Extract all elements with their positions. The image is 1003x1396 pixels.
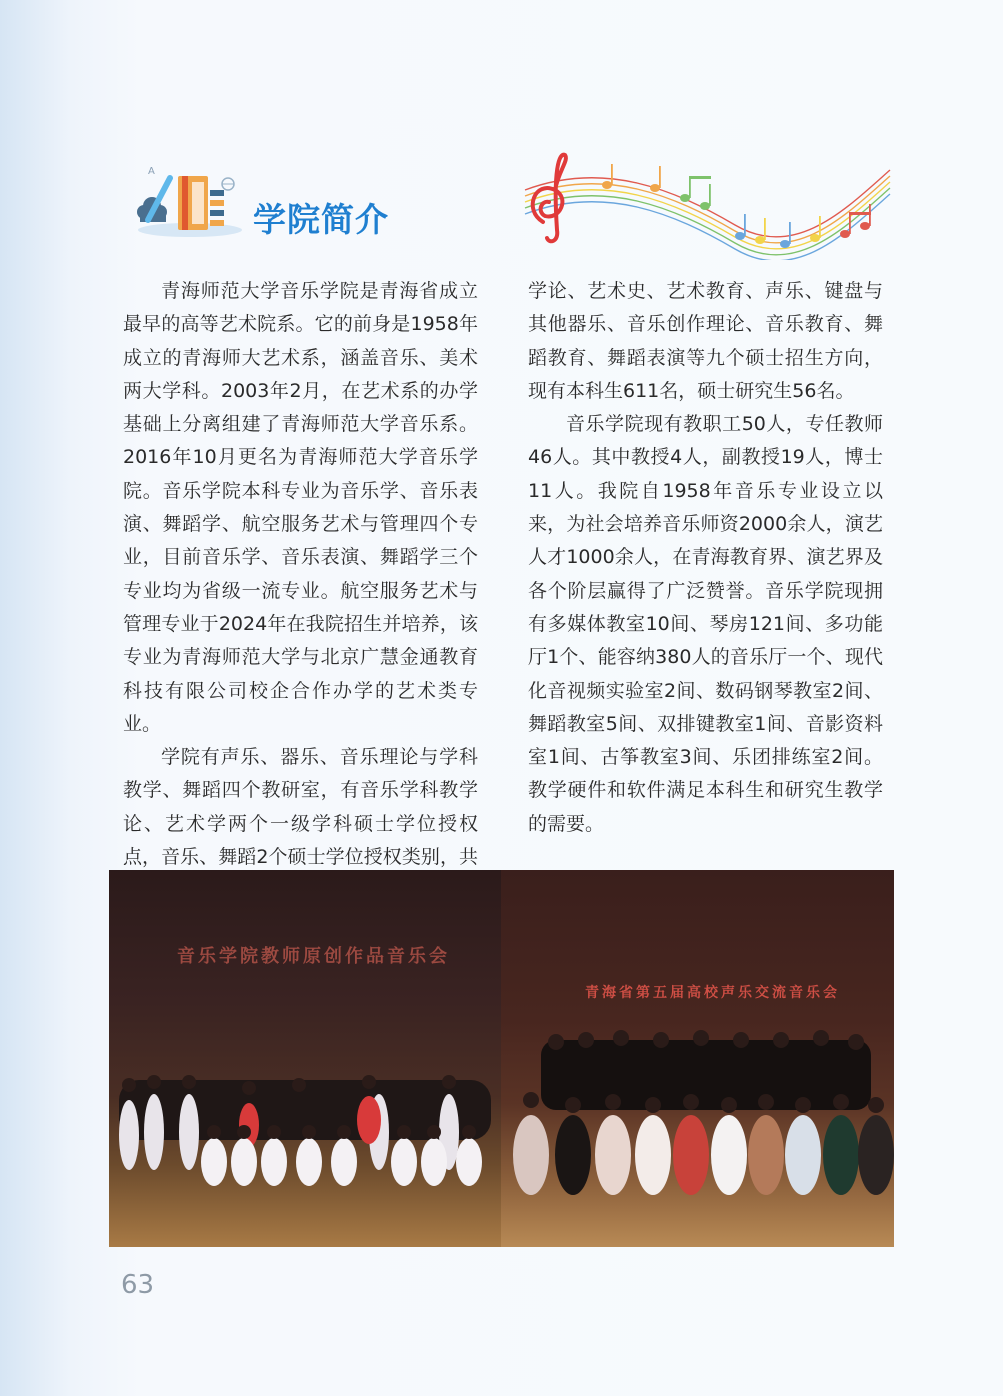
performers-group-left (109, 870, 501, 1247)
banner-text-right: 青海省第五届高校声乐交流音乐会 (585, 985, 840, 1001)
concert-photo-faculty (109, 870, 501, 1247)
paragraph-departments: 学院有声乐、器乐、音乐理论与学科教学、舞蹈四个教研室，有音乐学科教学论、艺术学两个一级学科硕士学位授权点，音乐、舞蹈2个硕士学位授权类别，共 (123, 746, 478, 869)
paragraph-faculty-facilities: 音乐学院现有教职工50人，专任教师46人。其中教授4人，副教授19人，博士11人。我院自1958年音乐专业设立以来，为社会培养音乐师资2000余人，演艺人才1000余人，在青海教育界、演艺界及各个阶层赢得了广泛赞誉。音乐学院现拥有多媒体教室10间、琴房121间、多功能厅1个、能容纳380人的音乐厅一个、现代化音视频实验室2间、数码钢琴教室2间、舞蹈教室5间、双排键教室1间、音影资料室1间、古筝教室3间、乐团排练室2间。教学硬件和软件满足本科生和研究生教学的需要。 (528, 413, 883, 835)
music-staff-decoration (515, 150, 900, 260)
paragraph-intro: 青海师范大学音乐学院是青海省成立最早的高等艺术院系。它的前身是1958年成立的青海师大艺术系，涵盖音乐、美术两大学科。2003年2月，在艺术系的办学基础上分离组建了青海师范大学音乐系。2016年10月更名为青海师范大学音乐学院。音乐学院本科专业为音乐学、音乐表演、舞蹈学、航空服务艺术与管理四个专业，目前音乐学、音乐表演、舞蹈学三个专业均为省级一流专业。航空服务艺术与管理专业于2024年在我院招生并培养，该专业为青海师范大学与北京广慧金通教育科技有限公司校企合作办学的艺术类专业。 (123, 280, 478, 735)
right-text-column (528, 275, 883, 841)
performers-group-right (501, 870, 894, 1247)
paragraph-departments-continued: 学论、艺术史、艺术教育、声乐、键盘与其他器乐、音乐创作理论、音乐教育、舞蹈教育、舞蹈表演等九个硕士招生方向，现有本科生611名，硕士研究生56名。 (528, 280, 883, 402)
svg-text:A: A (148, 166, 155, 177)
banner-text-left: 音乐学院教师原创作品音乐会 (177, 946, 450, 967)
left-text-column (123, 275, 478, 908)
concert-photos (109, 870, 894, 1247)
concert-photo-vocal-exchange (501, 870, 894, 1247)
books-pencil-icon (130, 160, 245, 240)
section-title: 学院简介 (253, 200, 389, 239)
page-number: 63 (121, 1270, 155, 1300)
